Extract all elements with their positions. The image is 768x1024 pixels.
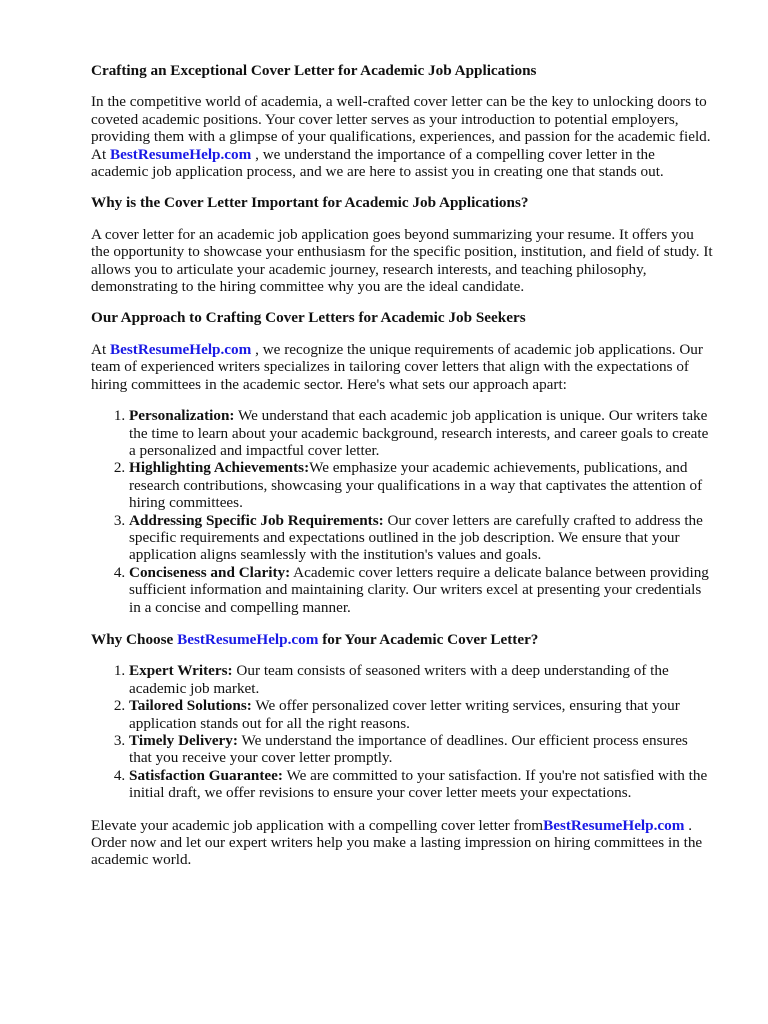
list-item-text: Our team consists of seasoned writers with a deep understanding of the academic job market. [129,662,669,697]
list-item-term: Personalization: [129,407,235,425]
closing-paragraph [91,817,714,869]
list-item-term: Timely Delivery: [129,732,238,749]
intro-paragraph [91,93,714,180]
list-item-term: Highlighting Achievements: [129,459,310,477]
closing-text-before: Elevate your academic job application with a compelling cover letter from [91,816,544,834]
list-item-text: Our cover letters are carefully crafted to address the specific requirements and expectations outlined in the job description. We ensure that your application aligns seamlessly with the institution's values and goals. [129,511,703,564]
brand-link[interactable]: BestResumeHelp.com [177,630,319,648]
list-item-term: Conciseness and Clarity: [129,563,291,581]
list-item-term: Expert Writers: [129,662,233,680]
list-item [129,459,714,511]
why-choose-heading-before: Why Choose [91,630,178,648]
list-item-text: We offer personalized cover letter writing services, ensuring that your application stands out for all the right reasons. [129,697,680,732]
list-item [129,512,714,564]
list-item [129,697,714,732]
section-heading-why-choose [91,631,714,648]
why-choose-heading-after: for Your Academic Cover Letter? [318,630,539,648]
approach-list [91,407,714,616]
brand-link[interactable]: BestResumeHelp.com [543,816,685,834]
list-item [129,732,714,767]
approach-text-before: At [91,340,110,358]
list-item [129,662,714,697]
why-choose-list [91,662,714,801]
brand-link[interactable]: BestResumeHelp.com [109,145,252,163]
section-heading-approach: Our Approach to Crafting Cover Letters for Academic Job Seekers [91,309,526,327]
list-item-term: Satisfaction Guarantee: [129,766,283,784]
section-heading-importance: Why is the Cover Letter Important for Academic Job Applications? [91,194,529,212]
page-title: Crafting an Exceptional Cover Letter for Academic Job Applications [91,62,537,79]
brand-link[interactable]: BestResumeHelp.com [109,340,252,358]
list-item-text: We emphasize your academic achievements, publications, and research contributions, showcasing your qualifications in a way that captivates the attention of hiring committees. [129,459,703,512]
list-item-text: We understand the importance of deadlines. Our efficient process ensures that you receive your cover letter promptly. [129,732,688,767]
intro-text-before: In the competitive world of academia, a well-crafted cover letter can be the key to unlocking doors to coveted academic positions. Your cover letter serves as your introduction to potential employers, providing them with a glimpse of your qualifications, experiences, and passion for the academic field. At [91,93,711,163]
importance-paragraph: A cover letter for an academic job application goes beyond summarizing your resume. It offers you the opportunity to showcase your enthusiasm for the specific position, institution, and field of study. It allows you to articulate your academic journey, research interests, and teaching philosophy, demonstrating to the hiring committee why you are the ideal candidate. [91,225,713,296]
list-item-term: Addressing Specific Job Requirements: [129,511,384,529]
approach-text-after: , we recognize the unique requirements of academic job applications. Our team of experienced writers specializes in tailoring cover letters that align with the expectations of hiring committees in the academic sector. Here's what sets our approach apart: [91,340,703,393]
closing-text-after: . Order now and let our expert writers help you make a lasting impression on hiring committees in the academic world. [91,816,703,869]
list-item [129,407,714,459]
list-item-text: Academic cover letters require a delicate balance between providing sufficient information and maintaining clarity. Our writers excel at presenting your credentials in a concise and compelling manner. [129,563,709,616]
list-item-text: We are committed to your satisfaction. If you're not satisfied with the initial draft, we offer revisions to ensure your cover letter meets your expectations. [129,766,708,802]
intro-text-after: , we understand the importance of a compelling cover letter in the academic job application process, and we are here to assist you in creating one that stands out. [91,145,664,181]
list-item [129,767,714,802]
list-item-text: We understand that each academic job application is unique. Our writers take the time to learn about your academic background, research interests, and career goals to create a personalized and impactful cover letter. [129,407,709,459]
list-item-term: Tailored Solutions: [129,697,252,715]
approach-paragraph [91,341,714,393]
list-item [129,564,714,616]
